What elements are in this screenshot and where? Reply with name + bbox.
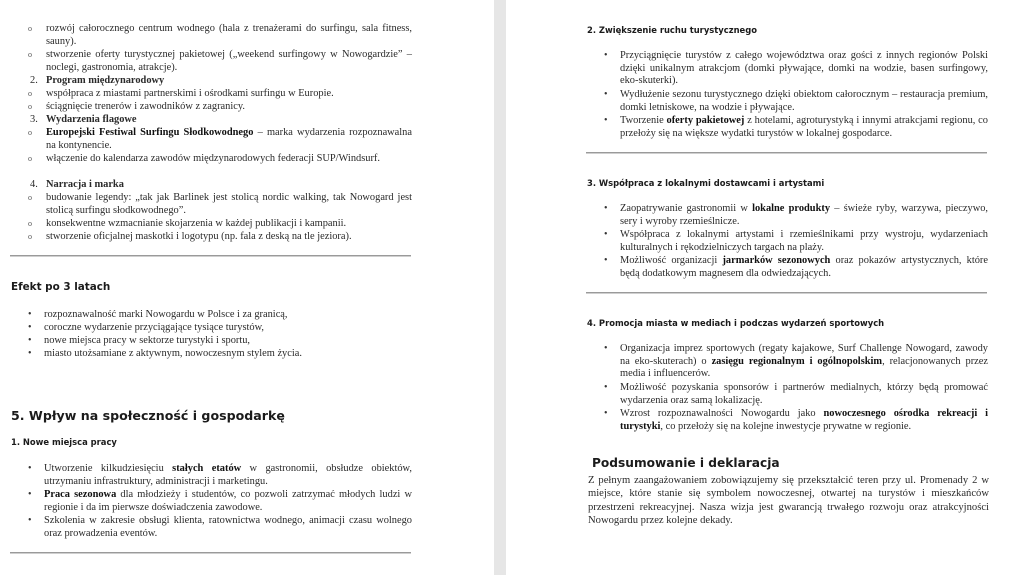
bullet-icon: • (28, 515, 32, 526)
bullet-icon: • (28, 489, 32, 500)
list-item: • Tworzenie oferty pakietowej z hotelami, agroturystyką i innymi atrakcjami regionu, co przełoży się na większe wydatki turystów w lokalnej gospodarce. (604, 115, 988, 139)
list-item: • Utworzenie kilkudziesięciu stałych etatów w gastronomii, obsłudze obiektów, utrzymaniu infrastruktury, administracji i marketingu. (28, 463, 412, 487)
list-item: o stworzenie oficjalnej maskotki i logotypu (np. fala z deską na tle jeziora). (28, 231, 352, 242)
sub-bullet-icon: o (28, 128, 32, 137)
sub-bullet-icon: o (28, 24, 32, 33)
sub-bullet-icon: o (28, 193, 32, 202)
list-item: • rozpoznawalność marki Nowogardu w Polsce i za granicą, (28, 309, 288, 320)
section-heading: Podsumowanie i deklaracja (592, 456, 780, 470)
sub-bullet-icon: o (28, 154, 32, 163)
sub-heading: 4. Promocja miasta w mediach i podczas wydarzeń sportowych (587, 318, 885, 328)
sub-bullet-icon: o (28, 102, 32, 111)
summary-paragraph: Z pełnym zaangażowaniem zobowiązujemy się przekształcić teren przy ul. Promenady 2 w miejsce, które stanie się symbolem nowoczesnej, otwartej na turystów i mieszkańców przestrzeni rekreacyjnej. Nasza wizja jest gwarancją trwałego rozwoju oraz atrakcyjności Nowogardu przez kolejne dekady. (588, 475, 989, 527)
bullet-icon: • (604, 229, 608, 240)
list-item: • Wydłużenie sezonu turystycznego dzięki obiektom całorocznym – restauracja premium, domki letniskowe, na wodzie i pływające. (604, 89, 988, 113)
sub-heading: 1. Nowe miejsca pracy (11, 437, 117, 447)
list-item: o ściągnięcie trenerów i zawodników z zagranicy. (28, 101, 245, 112)
list-item: • Zaopatrywanie gastronomii w lokalne produkty – świeże ryby, warzywa, pieczywo, sery i wyroby rzemieślnicze. (604, 203, 988, 227)
bullet-icon: • (28, 335, 32, 346)
bullet-icon: • (604, 255, 608, 266)
bullet-icon: • (28, 322, 32, 333)
list-item: • Szkolenia w zakresie obsługi klienta, ratownictwa wodnego, animacji czasu wolnego oraz prowadzenia eventów. (28, 515, 412, 539)
document-page-left: o rozwój całorocznego centrum wodnego (hala z trenażerami do surfingu, sala fitness, sauny). o stworzenie oferty turystycznej pakietowej („weekend surfingowy w Nowogardzie” – noclegi, gastronomia, atrakcje). 2. Program międzynarodowy o współpraca z miastami partnerskimi i ośrodkami surfingu w Europie. o ściągnięcie trenerów i zawodników z zagranicy. 3. Wydarzenia flagowe o Europejski Festiwal Surfingu Słodkowodnego – marka wydarzenia rozpoznawalna na kontynencie. o włączenie do kalendarza zawodów międzynarodowych federacji SUP/Windsurf. 4. Narracja i marka o budowanie legendy: „tak jak Barlinek jest stolicą nordic walking, tak Nowogard jest stolicą surfingu słodkowodnego”. o konsekwentne wzmacnianie skojarzenia w każdej publikacji i kampanii. o stworzenie oficjalnej maskotki i logotypu (np. fala z deską na tle jeziora). Efekt po 3 latach • rozpoznawalność marki Nowogardu w Polsce i za granicą, • coroczne wydarzenie przyciągające tysiące turystów, • nowe miejsca pracy w sektorze turystyki i sportu, • miasto utożsamiane z aktywnym, nowoczesnym stylem życia. 5. Wpływ na społeczność i gospodarkę 1. Nowe miejsca pracy • Utworzenie kilkudziesięciu stałych etatów w gastronomii, obsłudze obiektów, utrzymaniu infrastruktury, administracji i marketingu. • Praca sezonowa dla młodzieży i studentów, co pozwoli zatrzymać młodych ludzi w regionie i da im pierwsze doświadczenia zawodowe. • Szkolenia w zakresie obsługi klienta, ratownictwa wodnego, animacji czasu wolnego oraz prowadzenia eventów. (0, 0, 494, 575)
bullet-icon: • (604, 408, 608, 419)
sub-bullet-icon: o (28, 89, 32, 98)
list-item: o rozwój całorocznego centrum wodnego (hala z trenażerami do surfingu, sala fitness, sauny). (28, 23, 412, 47)
list-item: o Europejski Festiwal Surfingu Słodkowodnego – marka wydarzenia rozpoznawalna na kontynencie. (28, 127, 412, 151)
bullet-icon: • (604, 89, 608, 100)
sub-heading: 3. Współpraca z lokalnymi dostawcami i artystami (587, 178, 825, 188)
bullet-icon: • (604, 343, 608, 354)
bullet-icon: • (604, 50, 608, 61)
section-heading: 5. Wpływ na społeczność i gospodarkę (11, 408, 285, 423)
bullet-icon: • (604, 203, 608, 214)
bullet-icon: • (28, 463, 32, 474)
list-item: • Możliwość pozyskania sponsorów i partnerów medialnych, którzy będą promować wydarzenia oraz samą lokalizację. (604, 382, 988, 406)
list-item: • Wzrost rozpoznawalności Nowogardu jako nowoczesnego ośrodka rekreacji i turystyki, co przełoży się na kolejne inwestycje prywatne w regionie. (604, 408, 988, 432)
list-item: • Organizacja imprez sportowych (regaty kajakowe, Surf Challenge Nowogard, zawody na eko-skuterach) o zasięgu regionalnym i ogólnopolskim, relacjonowanych przez media i influencerów. (604, 343, 988, 380)
bullet-icon: • (28, 348, 32, 359)
bullet-icon: • (28, 309, 32, 320)
list-item: • Współpraca z lokalnymi artystami i rzemieślnikami przy wystroju, wydarzeniach kulturalnych i rękodzielniczych targach na plaży. (604, 229, 988, 253)
list-item: o budowanie legendy: „tak jak Barlinek jest stolicą nordic walking, tak Nowogard jest stolicą surfingu słodkowodnego”. (28, 192, 412, 216)
list-item: • coroczne wydarzenie przyciągające tysiące turystów, (28, 322, 265, 333)
bullet-icon: • (604, 382, 608, 393)
list-item: o stworzenie oferty turystycznej pakietowej („weekend surfingowy w Nowogardzie” – noclegi, gastronomia, atrakcje). (28, 49, 412, 73)
list-item: • miasto utożsamiane z aktywnym, nowoczesnym stylem życia. (28, 348, 302, 359)
sub-bullet-icon: o (28, 232, 32, 241)
page-gutter (494, 0, 506, 575)
sub-heading: 2. Zwiększenie ruchu turystycznego (587, 25, 757, 35)
list-item: o włączenie do kalendarza zawodów międzynarodowych federacji SUP/Windsurf. (28, 153, 380, 164)
list-item: o współpraca z miastami partnerskimi i ośrodkami surfingu w Europie. (28, 88, 334, 99)
divider (586, 152, 987, 154)
divider (10, 552, 411, 554)
bullet-icon: • (604, 115, 608, 126)
list-item: • Możliwość organizacji jarmarków sezonowych oraz pokazów artystycznych, które będą dodatkowym magnesem dla odwiedzających. (604, 255, 988, 279)
divider (10, 255, 411, 257)
divider (586, 292, 987, 294)
section-heading: Efekt po 3 latach (11, 281, 111, 293)
document-page-right (506, 0, 1024, 575)
list-item: o konsekwentne wzmacnianie skojarzenia w każdej publikacji i kampanii. (28, 218, 347, 229)
list-item: • Przyciągnięcie turystów z całego województwa oraz gości z innych regionów Polski dzięki unikalnym atrakcjom (domki pływające, domki na wodzie, basen surfingowy, eko-skuterki). (604, 50, 988, 87)
sub-bullet-icon: o (28, 50, 32, 59)
list-item: • Praca sezonowa dla młodzieży i studentów, co pozwoli zatrzymać młodych ludzi w regionie i da im pierwsze doświadczenia zawodowe. (28, 489, 412, 513)
sub-bullet-icon: o (28, 219, 32, 228)
list-item: • nowe miejsca pracy w sektorze turystyki i sportu, (28, 335, 251, 346)
